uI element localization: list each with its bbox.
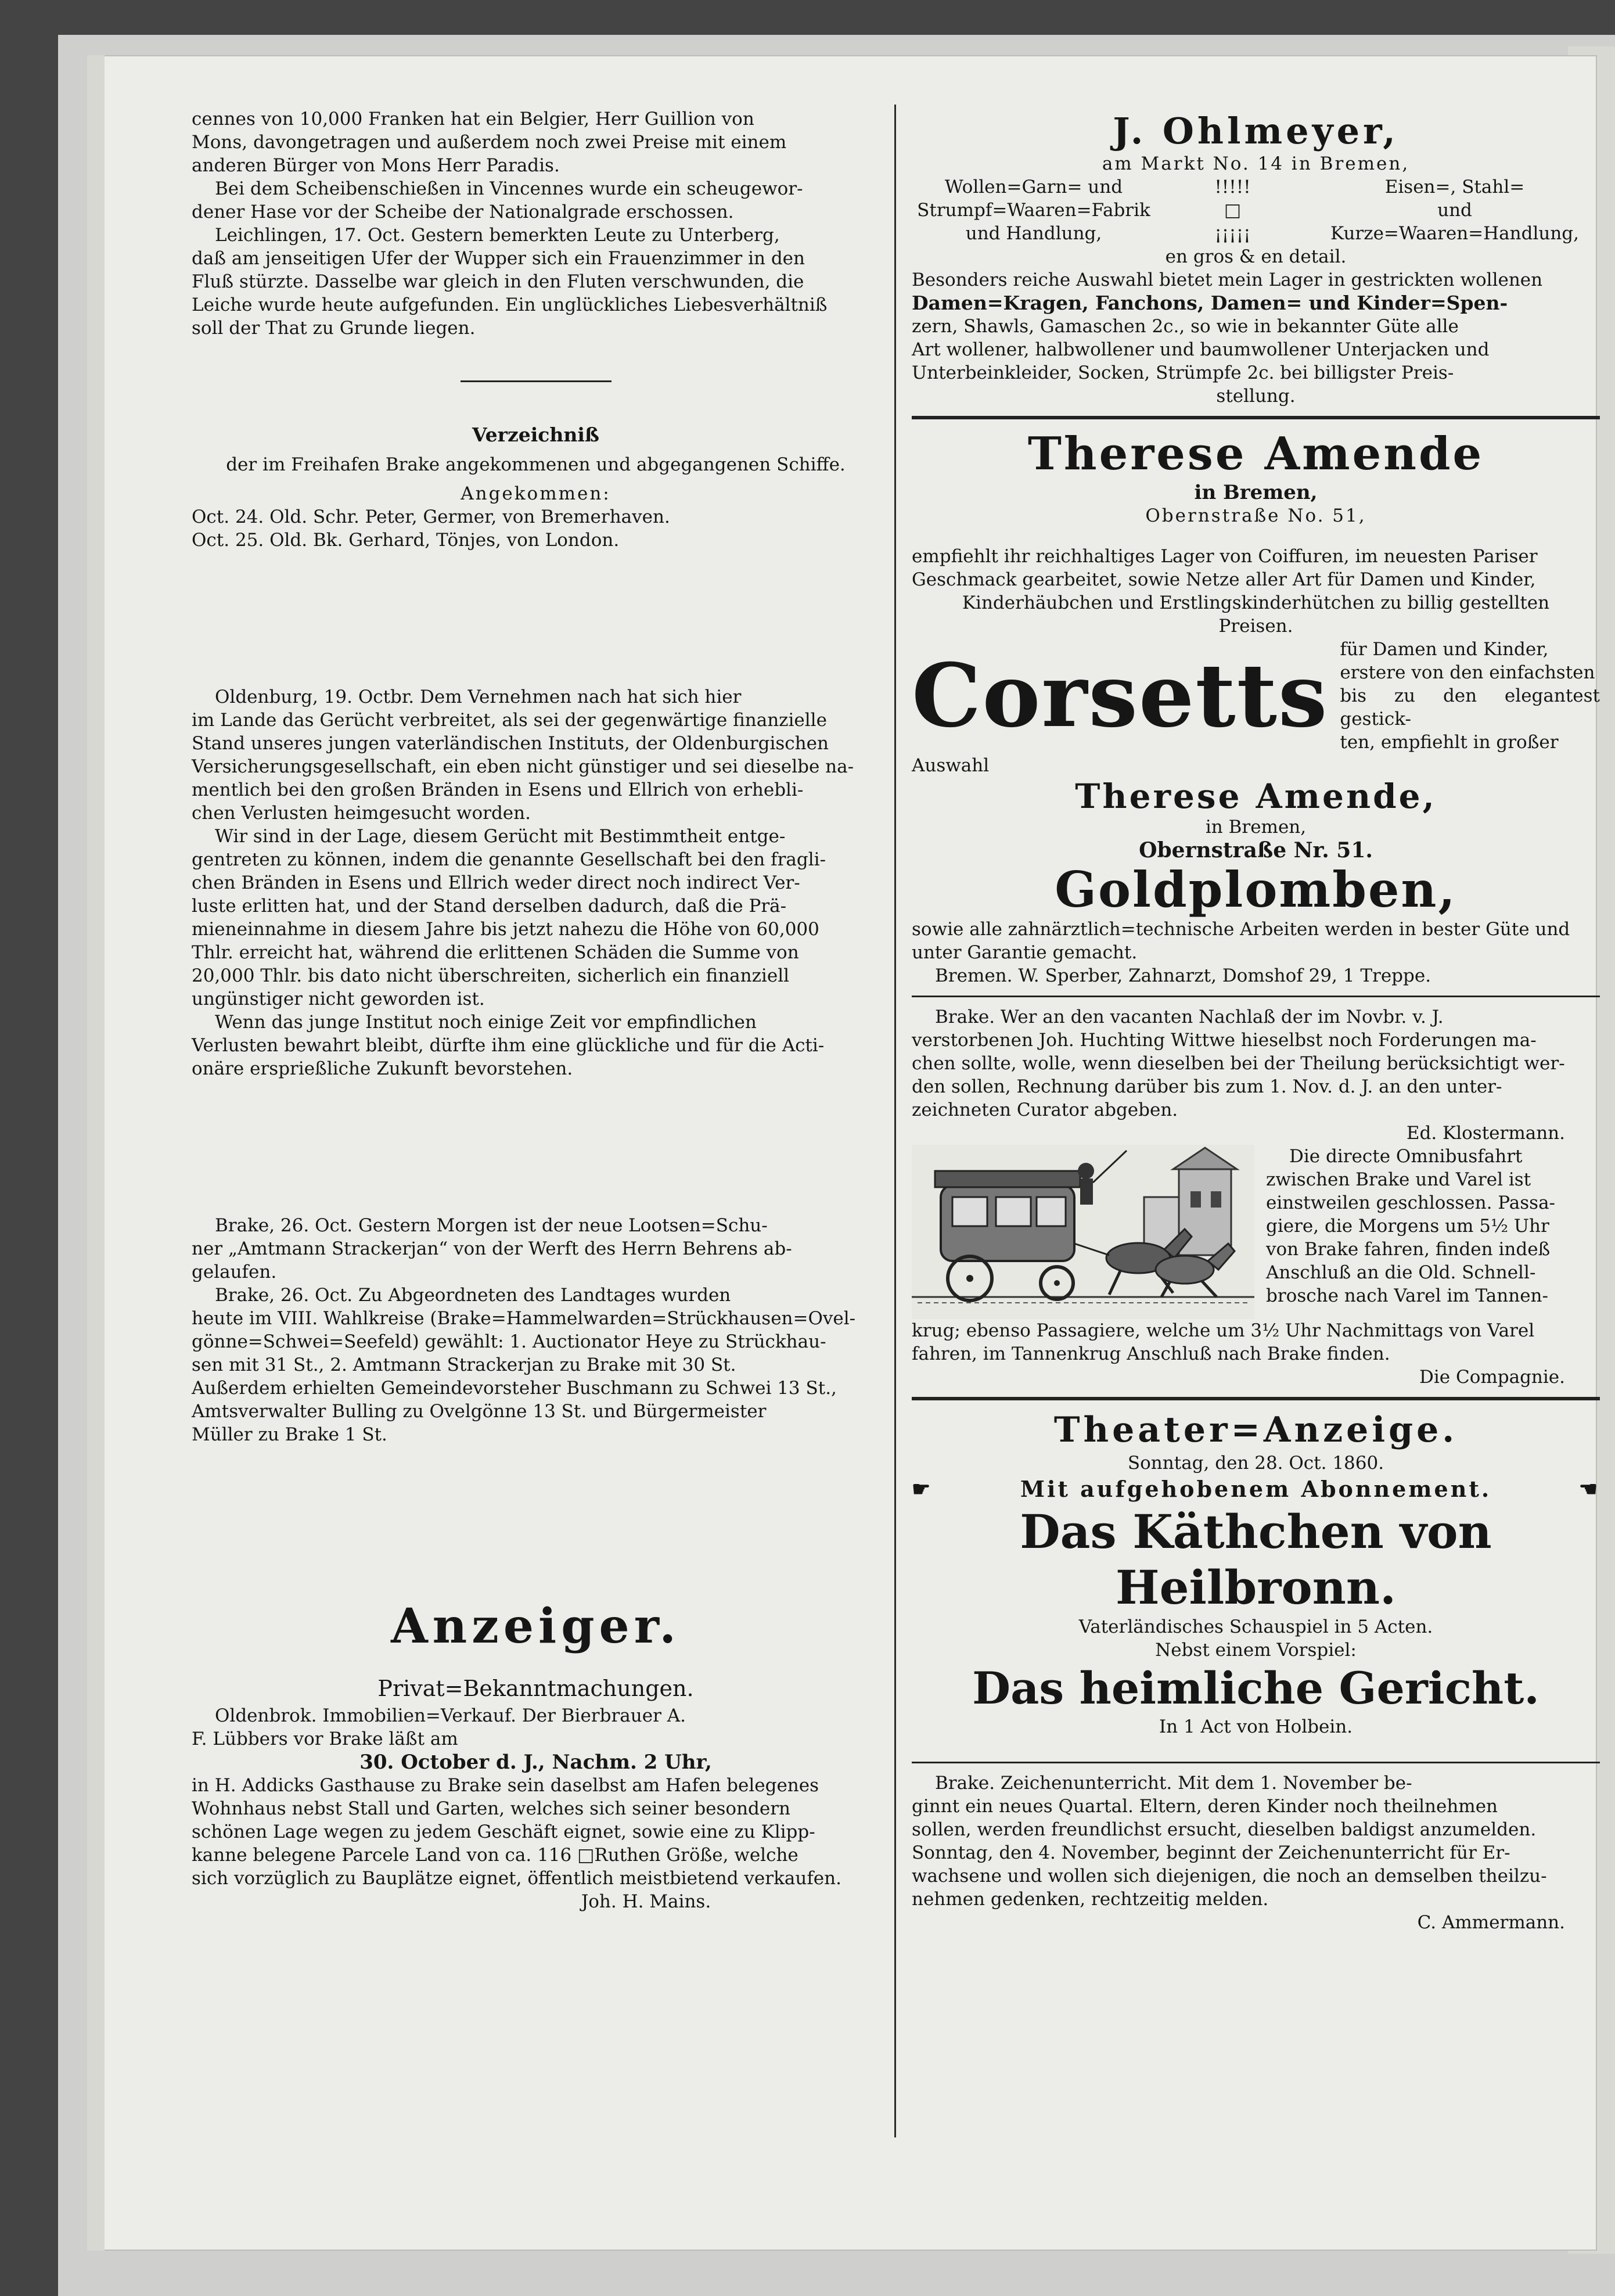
text-line: Oldenburg, 19. Octbr. Dem Vernehmen nach hat sich hier xyxy=(215,687,742,707)
text-line: Müller zu Brake 1 St. xyxy=(192,1424,387,1445)
text-line: Wenn das junge Institut noch einige Zeit vor empfindlichen xyxy=(215,1012,757,1033)
text-line: ten, empfiehlt in großer xyxy=(1340,732,1559,753)
text-line: chen sollte, wolle, wenn dieselben bei der Theilung berücksichtigt wer- xyxy=(912,1053,1565,1074)
text-line: unter Garantie gemacht. xyxy=(912,942,1138,963)
text-line: Leiche wurde heute aufgefunden. Ein unglückliches Liebesverhältniß xyxy=(192,294,828,315)
theater-date: Sonntag, den 28. Oct. 1860. xyxy=(1127,1453,1384,1474)
text-line: einstweilen geschlossen. Passa- xyxy=(1266,1192,1556,1213)
text-line: sollen, werden freundlichst ersucht, dieselben baldigst anzumelden. xyxy=(912,1819,1537,1840)
prelude-intro: Nebst einem Vorspiel: xyxy=(1155,1640,1357,1661)
omnibus-block xyxy=(912,1145,1600,1319)
text-line: ungünstiger nicht geworden ist. xyxy=(192,989,485,1009)
ohlmeyer-ad xyxy=(912,110,1600,408)
drawing-lesson-signature: C. Ammermann. xyxy=(1417,1912,1565,1933)
text-line: mieneinnahme in diesem Jahre bis jetzt nahezu die Höhe von 60,000 xyxy=(192,919,819,940)
text-line: mentlich bei den großen Bränden in Esens und Ellrich von erhebli- xyxy=(192,779,804,800)
text-line: fahren, im Tannenkrug Anschluß nach Brake finden. xyxy=(912,1343,1390,1364)
text-line: Leichlingen, 17. Oct. Gestern bemerkten Leute zu Unterberg, xyxy=(215,225,780,246)
text-line: Brake, 26. Oct. Zu Abgeordneten des Landtages wurden xyxy=(215,1285,731,1306)
text-line: Art wollener, halbwollener und baumwollener Unterjacken und xyxy=(912,339,1490,360)
ohlmeyer-gros: en gros & en detail. xyxy=(1165,246,1347,267)
goldplomben-ad xyxy=(912,862,1600,987)
text-line: Mons, davongetragen und außerdem noch zwei Preise mit einem xyxy=(192,132,787,153)
anzeiger-heading: Anzeiger. xyxy=(391,1598,681,1654)
text-line: ginnt ein neues Quartal. Eltern, deren Kinder noch theilnehmen xyxy=(912,1796,1498,1817)
text-line: wachsene und wollen sich diejenigen, die noch an demselben theilzu- xyxy=(912,1866,1547,1887)
text-line: daß am jenseitigen Ufer der Wupper sich ein Frauenzimmer in den xyxy=(192,248,805,269)
text-line: 20,000 Thlr. bis dato nicht überschreiten, sicherlich ein finanziell xyxy=(192,965,790,986)
page-binding-margin xyxy=(87,55,105,2251)
ship-list-subtitle: der im Freihafen Brake angekommenen und abgegangenen Schiffe. xyxy=(226,454,846,475)
stagecoach-image xyxy=(912,1145,1254,1319)
text-line: Auswahl xyxy=(912,755,990,776)
text-line: cennes von 10,000 Franken hat ein Belgier, Herr Guillion von xyxy=(192,109,754,130)
ad-divider xyxy=(912,996,1600,997)
text-line: stellung. xyxy=(1216,386,1296,407)
text-line: und xyxy=(1437,200,1472,221)
corsetts-ad xyxy=(912,638,1600,862)
text-line: F. Lübbers vor Brake läßt am xyxy=(192,1729,458,1749)
text-line: dener Hase vor der Scheibe der Nationalgrade erschossen. xyxy=(192,202,734,222)
corsetts-block xyxy=(912,638,1600,754)
text-line: heute im VIII. Wahlkreise (Brake=Hammelwarden=Strückhausen=Ovel- xyxy=(192,1308,856,1329)
ornament: ¡¡¡¡¡ xyxy=(1214,223,1251,244)
amende2-address: Obernstraße Nr. 51. xyxy=(1139,838,1373,863)
text-line: Außerdem erhielten Gemeindevorsteher Buschmann zu Schwei 13 St., xyxy=(192,1378,837,1399)
text-line: erstere von den einfachsten xyxy=(1340,662,1595,683)
text-line: Besonders reiche Auswahl bietet mein Lager in gestrickten wollenen xyxy=(912,270,1543,290)
text-line: im Lande das Gerücht verbreitet, als sei der gegenwärtige finanzielle xyxy=(192,710,827,731)
text-line: sich vorzüglich zu Bauplätze eignet, öffentlich meistbietend verkaufen. xyxy=(192,1868,841,1889)
text-line: zeichneten Curator abgeben. xyxy=(912,1100,1178,1120)
ornament: □ xyxy=(1224,200,1242,221)
amende-name: Therese Amende xyxy=(1027,427,1484,480)
play-title: Das Käthchen von Heilbronn. xyxy=(1020,1504,1492,1615)
text-line: nehmen gedenken, rechtzeitig melden. xyxy=(912,1889,1269,1910)
abonnement-line xyxy=(912,1475,1600,1504)
text-line: Wir sind in der Lage, diesem Gerücht mit Bestimmtheit entge- xyxy=(215,826,786,847)
column-divider xyxy=(894,105,896,2137)
notice-signature: Joh. H. Mains. xyxy=(581,1891,711,1912)
text-line: in H. Addicks Gasthause zu Brake sein daselbst am Hafen belegenes xyxy=(192,1775,819,1796)
text-line: Geschmack gearbeitet, sowie Netze aller Art für Damen und Kinder, xyxy=(912,569,1536,590)
corsetts-title: Corsetts xyxy=(912,645,1329,747)
text-line: Fluß stürzte. Dasselbe war gleich in den Fluten verschwunden, die xyxy=(192,271,804,292)
text-line: Amtsverwalter Bulling zu Ovelgönne 13 St. und Bürgermeister xyxy=(192,1401,767,1422)
text-line: chen Verlusten heimgesucht worden. xyxy=(192,803,531,824)
text-line: giere, die Morgens um 5½ Uhr xyxy=(1266,1216,1549,1237)
text-line: gönne=Schwei=Seefeld) gewählt: 1. Auctionator Heye zu Strückhau- xyxy=(192,1331,826,1352)
text-line: kanne belegene Parcele Land von ca. 116 □Ruthen Größe, welche xyxy=(192,1845,798,1866)
text-line: Eisen=, Stahl= xyxy=(1384,177,1525,197)
text-line: empfiehlt ihr reichhaltiges Lager von Coiffuren, im neuesten Pariser xyxy=(912,546,1538,567)
text-line: Damen=Kragen, Fanchons, Damen= und Kinder=Spen- xyxy=(912,292,1508,314)
text-line: Unterbeinkleider, Socken, Strümpfe 2c. bei billigster Preis- xyxy=(912,362,1454,383)
goldplomben-title: Goldplomben, xyxy=(1055,861,1457,918)
text-line: Brake. Wer an den vacanten Nachlaß der im Novbr. v. J. xyxy=(935,1007,1444,1027)
corsetts-side-text xyxy=(1328,638,1600,754)
pointing-hand-left-icon: ☛ xyxy=(912,1477,933,1501)
ship-list-title: Verzeichniß xyxy=(472,423,599,446)
text-line: für Damen und Kinder, xyxy=(1340,639,1549,660)
text-line: Verlusten bewahrt bleibt, dürfte ihm eine glückliche und für die Acti- xyxy=(192,1035,825,1056)
section-divider xyxy=(461,380,612,382)
prelude-title: Das heimliche Gericht. xyxy=(972,1662,1540,1714)
text-line: Wollen=Garn= und xyxy=(944,177,1123,197)
ad-divider xyxy=(912,416,1600,419)
text-line: Kurze=Waaren=Handlung, xyxy=(1330,223,1580,244)
text-line: bis zu den elegantest gestick- xyxy=(1340,685,1600,730)
text-line: Versicherungsgesellschaft, ein eben nicht günstiger und sei dieselbe na- xyxy=(192,756,854,777)
text-line: zwischen Brake und Varel ist xyxy=(1266,1169,1531,1190)
text-line: krug; ebenso Passagiere, welche um 3½ Uhr Nachmittags von Varel xyxy=(912,1320,1535,1341)
text-line: Bei dem Scheibenschießen in Vincennes wurde ein scheugewor- xyxy=(215,178,803,199)
right-column xyxy=(912,110,1600,1934)
text-line: sowie alle zahnärztlich=technische Arbeiten werden in bester Güte und xyxy=(912,919,1570,940)
text-line: anderen Bürger von Mons Herr Paradis. xyxy=(192,155,560,176)
pointing-hand-right-icon: ☚ xyxy=(1578,1477,1600,1501)
text-line: gentreten zu können, indem die genannte Gesellschaft bei den fragli- xyxy=(192,849,826,870)
nachlass-notice xyxy=(912,1005,1600,1145)
abonnement-text: Mit aufgehobenem Abonnement. xyxy=(1020,1476,1492,1502)
text-line: gelaufen. xyxy=(192,1262,277,1282)
text-line: und Handlung, xyxy=(965,223,1102,244)
amende2-city: in Bremen, xyxy=(1205,817,1307,838)
goldplomben-signature: Bremen. W. Sperber, Zahnarzt, Domshof 29, 1 Treppe. xyxy=(935,965,1431,986)
text-line: schönen Lage wegen zu jedem Geschäft eignet, sowie eine zu Klipp- xyxy=(192,1821,815,1842)
leichlingen-item xyxy=(192,224,880,340)
text-line: Kinderhäubchen und Erstlingskinderhütchen zu billig gestellten xyxy=(962,592,1550,613)
curator-signature: Ed. Klostermann. xyxy=(1406,1123,1565,1144)
paris-shooting-item xyxy=(192,107,880,177)
text-line: chen Bränden in Esens und Ellrich weder direct noch indirect Ver- xyxy=(192,872,800,893)
text-line: sen mit 31 St., 2. Amtmann Strackerjan zu Brake mit 30 St. xyxy=(192,1354,736,1375)
text-line: Anschluß an die Old. Schnell- xyxy=(1266,1262,1536,1283)
text-line: soll der That zu Grunde liegen. xyxy=(192,318,476,339)
text-line: Brake, 26. Oct. Gestern Morgen ist der neue Lootsen=Schu- xyxy=(215,1215,768,1236)
arrived-heading: Angekommen: xyxy=(461,483,611,504)
private-notices-heading: Privat=Bekanntmachungen. xyxy=(377,1676,694,1701)
real-estate-notice xyxy=(192,1704,880,1913)
play-subtitle: Vaterländisches Schauspiel in 5 Acten. xyxy=(1078,1616,1433,1637)
text-line: Die directe Omnibusfahrt xyxy=(1289,1146,1523,1167)
text-line: Oldenbrok. Immobilien=Verkauf. Der Bierbrauer A. xyxy=(215,1705,686,1726)
amende-coiffure-ad xyxy=(912,427,1600,638)
brake-schooner-item xyxy=(192,1214,880,1284)
theater-notice xyxy=(912,1408,1600,1738)
text-line: ner „Amtmann Strackerjan“ von der Werft des Herrn Behrens ab- xyxy=(192,1238,792,1259)
brake-election-item xyxy=(192,1284,880,1446)
omnibus-notice xyxy=(912,1145,1600,1389)
stagecoach-illustration xyxy=(912,1145,1254,1319)
text-line: von Brake fahren, finden indeß xyxy=(1266,1239,1551,1260)
ohlmeyer-row xyxy=(912,222,1600,245)
ohlmeyer-name: J. Ohlmeyer, xyxy=(1113,110,1399,152)
text-line: onäre ersprießliche Zukunft bevorstehen. xyxy=(192,1058,573,1079)
text-line: brosche nach Varel im Tannen- xyxy=(1266,1285,1548,1306)
hase-item xyxy=(192,177,880,224)
amende-city: in Bremen, xyxy=(1194,481,1318,504)
omnibus-signature: Die Compagnie. xyxy=(1419,1367,1565,1388)
ship-entry: Oct. 24. Old. Schr. Peter, Germer, von Bremerhaven. xyxy=(192,506,670,527)
omnibus-side-text xyxy=(1266,1145,1600,1319)
ad-divider xyxy=(912,1397,1600,1400)
text-line: Strumpf=Waaren=Fabrik xyxy=(917,200,1150,221)
text-line: zern, Shawls, Gamaschen 2c., so wie in bekannter Güte alle xyxy=(912,316,1459,337)
amende-address: Obernstraße No. 51, xyxy=(1145,505,1366,526)
drawing-lesson-notice xyxy=(912,1772,1600,1934)
text-line: Brake. Zeichenunterricht. Mit dem 1. November be- xyxy=(935,1773,1412,1794)
text-line: Sonntag, den 4. November, beginnt der Zeichenunterricht für Er- xyxy=(912,1842,1510,1863)
text-line: Stand unseres jungen vaterländischen Instituts, der Oldenburgischen xyxy=(192,733,829,754)
ohlmeyer-row xyxy=(912,175,1600,199)
ornament: !!!!! xyxy=(1214,177,1251,197)
amende2-name: Therese Amende, xyxy=(1075,777,1437,816)
text-line: luste erlitten hat, und der Stand derselben dadurch, daß die Prä- xyxy=(192,896,787,917)
auction-date: 30. October d. J., Nachm. 2 Uhr, xyxy=(359,1751,712,1774)
text-line: verstorbenen Joh. Huchting Wittwe hieselbst noch Forderungen ma- xyxy=(912,1030,1537,1051)
theater-heading: Theater=Anzeige. xyxy=(1053,1410,1458,1450)
oldenburg-item xyxy=(192,685,880,1080)
ship-entry: Oct. 25. Old. Bk. Gerhard, Tönjes, von London. xyxy=(192,530,620,551)
text-line: Wohnhaus nebst Stall und Garten, welches sich seiner besondern xyxy=(192,1798,791,1819)
text-line: Thlr. erreicht hat, während die erlittenen Schäden die Summe von xyxy=(192,942,799,963)
ad-divider xyxy=(912,1762,1600,1763)
prelude-subtitle: In 1 Act von Holbein. xyxy=(1159,1716,1353,1737)
ohlmeyer-row xyxy=(912,199,1600,222)
text-line: den sollen, Rechnung darüber bis zum 1. Nov. d. J. an den unter- xyxy=(912,1076,1502,1097)
left-column xyxy=(192,107,880,1913)
text-line: Preisen. xyxy=(1218,616,1293,637)
ohlmeyer-address: am Markt No. 14 in Bremen, xyxy=(1102,153,1410,174)
